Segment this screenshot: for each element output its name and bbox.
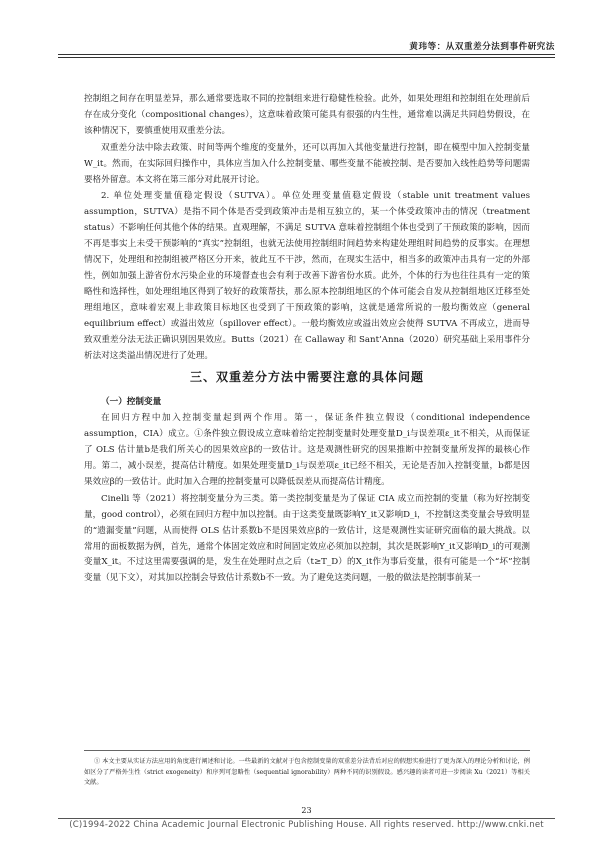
- subsection-heading: （一）控制变量: [101, 397, 162, 408]
- copyright-notice: (C)1994-2022 China Academic Journal Electronic Publishing House. All rights reserved. http://www.cnki.net: [69, 820, 544, 830]
- paragraph: 在回归方程中加入控制变量起到两个作用。第一，保证条件独立假设（conditional independence assumption，CIA）成立。①条件独立假设成立意味着给定控制变量时处理变量D_i与误差项ε_it不相关，从而保证了 OLS 估计量b是我们所关心的因果效应β的一致估计。这是观测性研究的因果推断中控制变量所发挥的最核心作用。第二，减小误差，提高估计精度。如果处理变量D_i与误差项ε_it已经不相关，无论是否加入控制变量，b都是因果效应β的一致估计。此时加入合理的控制变量可以降低误差从而提高估计精度。: [84, 413, 530, 487]
- header-rule: [58, 54, 555, 58]
- paragraph: 双重差分法中除去政策、时间等两个维度的变量外，还可以再加入其他变量进行控制，即在模型中加入控制变量W_it。然而，在实际回归操作中，具体应当加入什么控制变量、哪些变量不能被控制、是否要加入线性趋势等问题需要格外留意。本文将在第三部分对此展开讨论。: [84, 142, 530, 185]
- section-heading: 三、双重差分方法中需要注意的具体问题: [189, 370, 424, 385]
- copyright-rule: [58, 818, 555, 819]
- page-number: 23: [301, 806, 312, 815]
- paragraph: 控制组之间存在明显差异，那么通常要选取不同的控制组来进行稳健性检验。此外，如果处理组和控制组在处理前后存在成分变化（compositional changes），这意味着政策可能具有很强的内生性，通常难以满足共同趋势假设，在该种情况下，要慎重使用双重差分法。: [84, 94, 530, 136]
- footnote-rule: [84, 750, 530, 751]
- body-text: [84, 92, 530, 588]
- running-header: 黄玮等：从双重差分法到事件研究法: [409, 42, 555, 52]
- paragraph: 2. 单位处理变量值稳定假设（SUTVA）。单位处理变量值稳定假设（stable unit treatment values assumption，SUTVA）是指不同个体是否受到政策冲击是相互独立的，某一个体受政策冲击的情况（treatment status）不影响任何其他个体的结果。直观理解，不满足 SUTVA 意味着控制组个体也受到了干预政策的影响，因而不再是事实上未受干预影响的“真实”控制组，也就无法使用控制组时间趋势来构建处理组时间趋势的反事实。在理想情况下，处理组和控制组被严格区分开来，彼此互不干涉，然而，在现实生活中，相当多的政策冲击具有一定的外部性，例如加强上游省份水污染企业的环境督查也会有利于改善下游省份水质。此外，个体的行为也往往具有一定的策略性和选择性，如处理组地区得到了较好的政策帮扶，那么原本控制组地区的个体可能会自发从控制组地区迁移至处理组地区，意味着宏观上非政策目标地区也受到了干预政策的影响，这就是通常所说的一般均衡效应（general equilibrium effect）或溢出效应（spillover effect）。一般均衡效应或溢出效应会使得 SUTVA 不再成立，进而导致双重差分法无法正确识别因果效应。Butts（2021）在 Callaway 和 Sant’Anna（2020）研究基础上采用事件分析法对这类溢出情况进行了处理。: [84, 191, 530, 361]
- paragraph: Cinelli 等（2021）将控制变量分为三类。第一类控制变量是为了保证 CIA 成立而控制的变量（称为好控制变量，good control），必须在回归方程中加以控制。由于这类变量既影响Y_it又影响D_i，不控制这类变量会导致明显的“遗漏变量”问题，从而使得 OLS 估计系数b不是因果效应β的一致估计，这是观测性实证研究面临的最大挑战。以常用的面板数据为例，首先，通常个体固定效应和时间固定效应必须加以控制，其次是既影响Y_it又影响D_i的可观测变量X_it。不过这里需要强调的是，发生在处理时点之后（t≥T_D）的X_it作为事后变量，很有可能是一个“坏”控制变量（见下文），对其加以控制会导致估计系数b不一致。为了避免这类问题，一般的做法是控制事前某一: [84, 493, 530, 584]
- footnote: ① 本文主要从实证方法应用的角度进行阐述和讨论。一些最新的文献对于包含控制变量的双重差分法背后对应的假想实验进行了更为深入的理论分析和讨论，例如区分了严格外生性（strict exogeneity）和序列可忽略性（sequential ignorability）两种不同的识别假设。感兴趣的读者可进一步阅读 Xu（2021）等相关文献。: [84, 758, 530, 787]
